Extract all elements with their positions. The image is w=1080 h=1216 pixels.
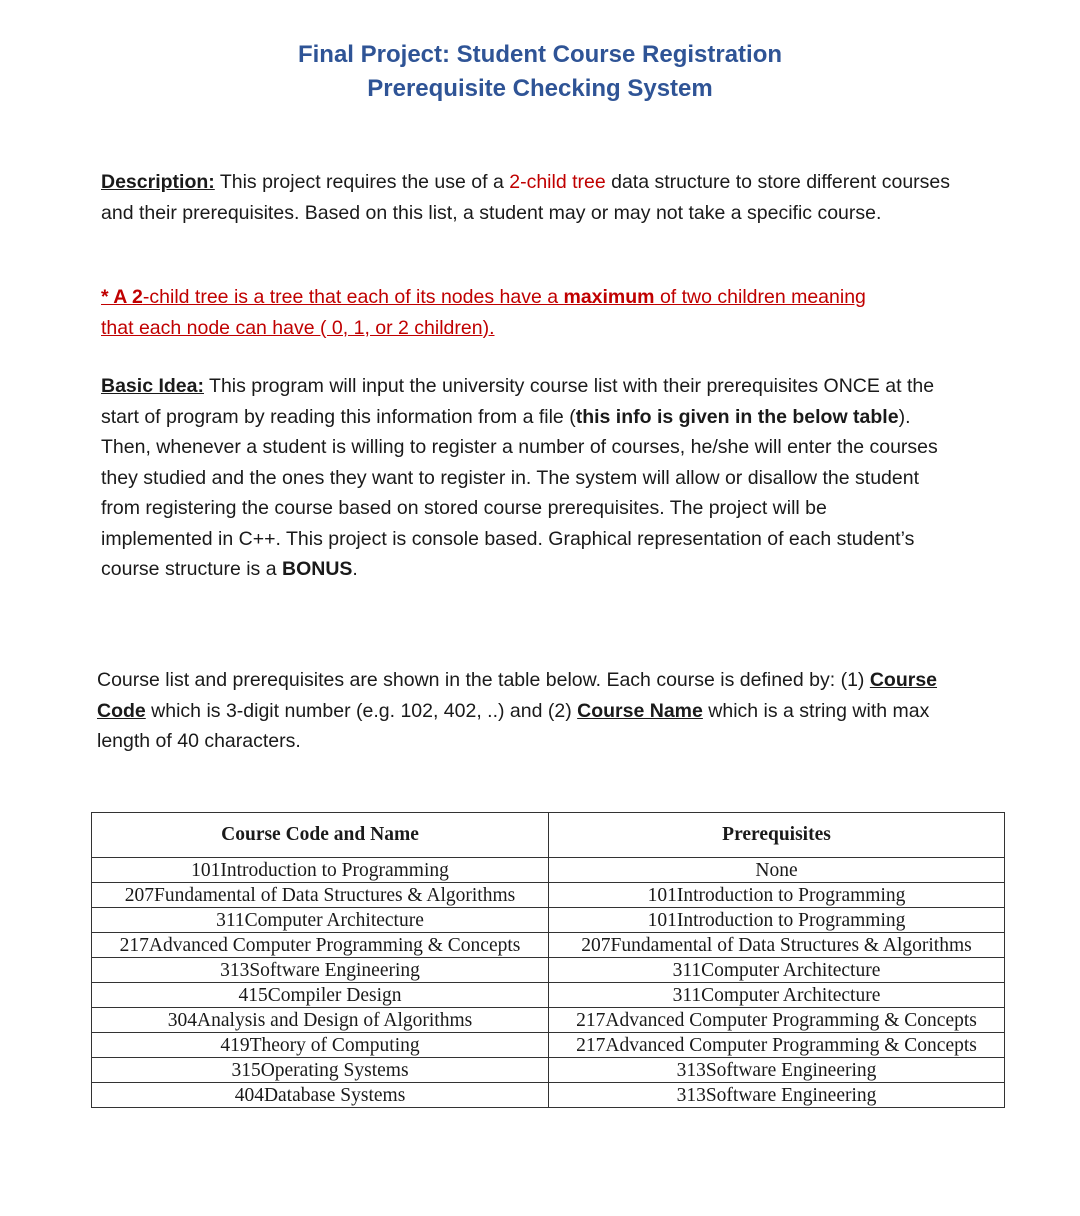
prerequisite-cell: 101Introduction to Programming (549, 908, 1005, 933)
course-cell: 304Analysis and Design of Algorithms (92, 1008, 549, 1033)
prerequisite-cell: 311Computer Architecture (549, 983, 1005, 1008)
note-prefix: * A 2 (101, 286, 143, 308)
basic-idea-bold-b: BONUS (281, 558, 353, 580)
course-cell: 217Advanced Computer Programming & Concepts (92, 933, 549, 958)
course-info-paragraph (97, 665, 957, 757)
title-line-2: Prerequisite Checking System (367, 75, 713, 102)
basic-idea-text-a: This program will input the university course list with their prerequisites ONCE at the start of program by reading this information from a file ( (101, 375, 935, 428)
table-row (92, 1008, 1005, 1033)
prerequisite-cell: 313Software Engineering (549, 1083, 1005, 1108)
course-info-text-b: which is 3-digit number (e.g. 102, 402, ..) and (2) (145, 699, 578, 722)
table-row (92, 983, 1005, 1008)
description-paragraph (101, 167, 961, 228)
course-cell: 404Database Systems (92, 1083, 549, 1108)
prerequisite-cell: 217Advanced Computer Programming & Concepts (549, 1033, 1005, 1058)
header-course: Course Code and Name (92, 813, 549, 858)
table-row (92, 1033, 1005, 1058)
prerequisite-cell: 207Fundamental of Data Structures & Algorithms (549, 933, 1005, 958)
prerequisite-cell: 217Advanced Computer Programming & Concepts (549, 1008, 1005, 1033)
basic-idea-bold-a: this info is given in the below table (575, 405, 899, 428)
table-row (92, 933, 1005, 958)
table-row (92, 1083, 1005, 1108)
prerequisite-cell: 311Computer Architecture (549, 958, 1005, 983)
course-name-label: Course Name (577, 699, 703, 722)
table-row (92, 1058, 1005, 1083)
course-info-text-c: which is a string with max length of 40 characters. (97, 699, 930, 752)
course-table (91, 812, 1005, 1108)
course-cell: 311Computer Architecture (92, 908, 549, 933)
course-info-text-a: Course list and prerequisites are shown in the table below. Each course is defined by: (1) (97, 669, 870, 691)
course-cell: 313Software Engineering (92, 958, 549, 983)
note-bold: maximum (563, 286, 655, 308)
basic-idea-label: Basic Idea: (101, 375, 204, 397)
course-cell: 419Theory of Computing (92, 1033, 549, 1058)
description-label: Description: (101, 171, 215, 193)
prerequisite-cell: 101Introduction to Programming (549, 883, 1005, 908)
table-header-row (92, 813, 1005, 858)
table-row (92, 958, 1005, 983)
table-row (92, 858, 1005, 883)
description-highlight: 2-child tree (509, 171, 606, 193)
title-line-1: Final Project: Student Course Registration (297, 41, 783, 68)
prerequisite-cell: None (549, 858, 1005, 883)
course-cell: 415Compiler Design (92, 983, 549, 1008)
page-title (0, 38, 1080, 106)
header-prerequisites: Prerequisites (549, 813, 1005, 858)
course-cell: 207Fundamental of Data Structures & Algorithms (92, 883, 549, 908)
description-text-a: This project requires the use of a (214, 171, 510, 193)
course-cell: 101Introduction to Programming (92, 858, 549, 883)
basic-idea-paragraph (101, 371, 941, 585)
description-text-b: data structure to store different courses and their prerequisites. Based on this list, a student may or may not take a specific course. (101, 171, 951, 224)
course-code-label: Course Code (97, 669, 938, 722)
note-text-a: -child tree is a tree that each of its nodes have a (142, 286, 564, 308)
basic-idea-text-c: . (352, 558, 358, 580)
table-row (92, 908, 1005, 933)
table-row (92, 883, 1005, 908)
prerequisite-cell: 313Software Engineering (549, 1058, 1005, 1083)
course-cell: 315Operating Systems (92, 1058, 549, 1083)
tree-note (101, 282, 901, 343)
note-text-b: of two children meaning that each node can have ( 0, 1, or 2 children). (101, 286, 866, 339)
basic-idea-text-b: ). Then, whenever a student is willing to register a number of courses, he/she will enter the courses they studied and the ones they want to register in. The system will allow or disallow the student from registering the course based on stored course prerequisites. The project will be implemented in C++. This project is console based. Graphical representation of each student’s course structure is a (101, 405, 938, 580)
